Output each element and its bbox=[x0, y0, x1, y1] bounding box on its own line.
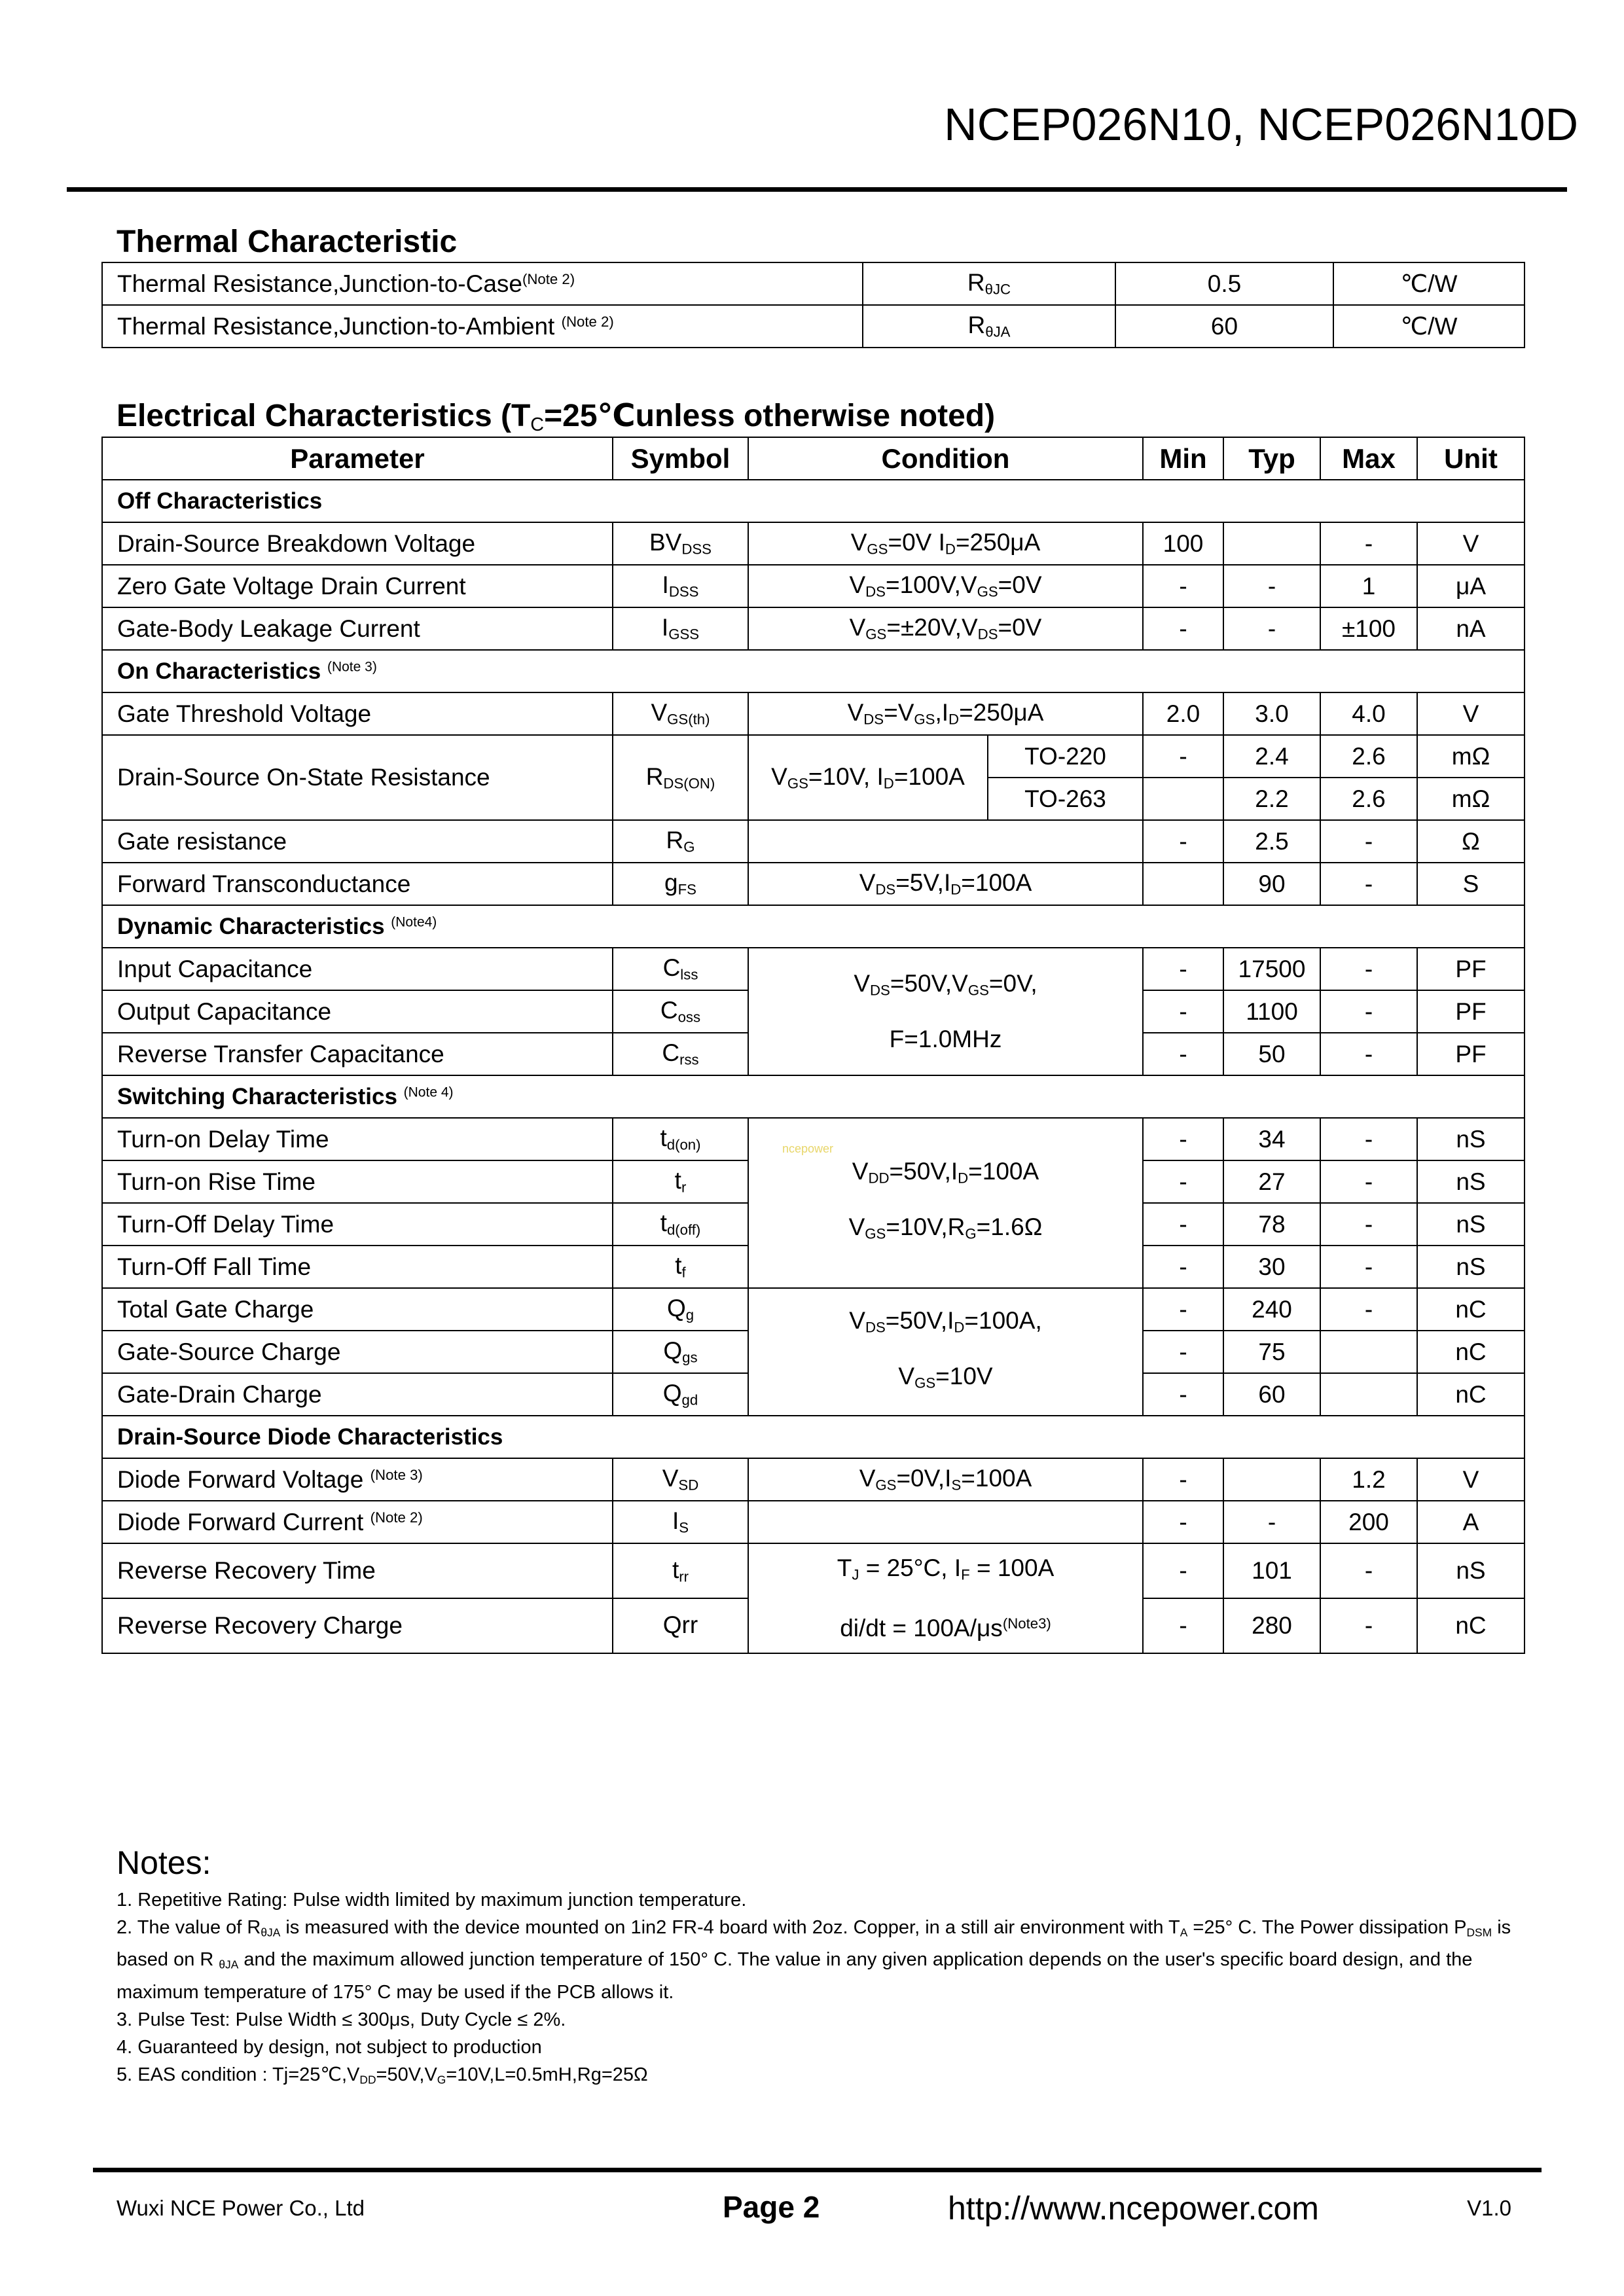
param-cell: Thermal Resistance,Junction-to-Ambient $^{(Note 2)}$ bbox=[102, 305, 863, 348]
typ-cell: 27 bbox=[1223, 1160, 1320, 1203]
note-item: 2. The value of $R_{\theta JA}$ is measured with the device mounted on 1in2 FR-4 board with 2oz. Copper, in a still air environment with $T_A =25^\circ$ C. The Power dissipation $P_{DSM}$ is based on R $_{\theta JA}$ and the maximum allowed junction temperature of 150° C. The value in any given application depends on the user's specific board design, and the maximum temperature of 175° C may be used if the PCB allows it. bbox=[117, 1917, 1511, 2003]
group-label: On Characteristics $^{(Note 3)}$ bbox=[102, 650, 1525, 692]
min-cell: - bbox=[1143, 990, 1223, 1033]
param-cell: Turn-Off Delay Time bbox=[102, 1203, 613, 1246]
param-cell: Gate-Source Charge bbox=[102, 1331, 613, 1373]
symbol-cell: $g_{FS}$ bbox=[613, 863, 748, 905]
unit-cell: S bbox=[1417, 863, 1525, 905]
table-row bbox=[102, 1288, 1525, 1331]
condition-cell: $V_{DS}=V_{GS},I_D=250\mu A$ bbox=[748, 692, 1143, 735]
param-cell: Input Capacitance bbox=[102, 948, 613, 990]
condition-cell: $V_{GS}=0V$ $I_D=250\mu A$ bbox=[748, 522, 1143, 565]
notes-list bbox=[117, 1886, 1517, 2093]
unit-cell: PF bbox=[1417, 948, 1525, 990]
unit-cell: V bbox=[1417, 1458, 1525, 1501]
unit-cell: mΩ bbox=[1417, 735, 1525, 778]
symbol-cell: $R_{DS(ON)}$ bbox=[613, 735, 748, 820]
typ-cell: 90 bbox=[1223, 863, 1320, 905]
unit-cell: nS bbox=[1417, 1160, 1525, 1203]
package-cell: TO-220 bbox=[988, 735, 1143, 778]
col-max: Max bbox=[1320, 437, 1417, 480]
electrical-table bbox=[101, 437, 1525, 1654]
typ-cell: - bbox=[1223, 565, 1320, 607]
unit-cell: nS bbox=[1417, 1543, 1525, 1598]
col-parameter: Parameter bbox=[102, 437, 613, 480]
symbol-cell: $C_{oss}$ bbox=[613, 990, 748, 1033]
min-cell: - bbox=[1143, 1331, 1223, 1373]
param-cell: Turn-on Rise Time bbox=[102, 1160, 613, 1203]
unit-cell: A bbox=[1417, 1501, 1525, 1543]
typ-cell bbox=[1223, 1458, 1320, 1501]
param-cell: Total Gate Charge bbox=[102, 1288, 613, 1331]
table-header-row bbox=[102, 437, 1525, 480]
symbol-cell: $Q_g$ bbox=[613, 1288, 748, 1331]
table-row bbox=[102, 262, 1525, 305]
symbol-cell: $t_r$ bbox=[613, 1160, 748, 1203]
symbol-cell: $I_S$ bbox=[613, 1501, 748, 1543]
symbol-cell: $Q_{gd}$ bbox=[613, 1373, 748, 1416]
condition-cell: $V_{DS}=50V,V_{GS}=0V$, F=1.0MHz bbox=[748, 948, 1143, 1075]
max-cell: - bbox=[1320, 990, 1417, 1033]
condition-cell: $V_{DD}=50V,I_D=100A$ $V_{GS}=10V,R_G=1.6\Omega$ bbox=[748, 1118, 1143, 1288]
unit-cell: V bbox=[1417, 692, 1525, 735]
condition-cell: $V_{GS}=10V$, $I_D=100A$ bbox=[748, 735, 988, 820]
typ-cell: 101 bbox=[1223, 1543, 1320, 1598]
typ-cell: 60 bbox=[1223, 1373, 1320, 1416]
max-cell: - bbox=[1320, 1118, 1417, 1160]
symbol-cell: $R_{\theta JA}$ bbox=[863, 305, 1115, 348]
group-row bbox=[102, 480, 1525, 522]
table-row bbox=[102, 565, 1525, 607]
typ-cell: 17500 bbox=[1223, 948, 1320, 990]
param-cell: Reverse Transfer Capacitance bbox=[102, 1033, 613, 1075]
value-cell: 60 bbox=[1115, 305, 1333, 348]
condition-cell bbox=[748, 1501, 1143, 1543]
symbol-cell: $I_{GSS}$ bbox=[613, 607, 748, 650]
unit-cell: nC bbox=[1417, 1331, 1525, 1373]
table-row bbox=[102, 1543, 1525, 1598]
unit-cell: V bbox=[1417, 522, 1525, 565]
param-cell: Gate-Drain Charge bbox=[102, 1373, 613, 1416]
table-row bbox=[102, 1458, 1525, 1501]
condition-cell: $V_{DS}=5V,I_D=100A$ bbox=[748, 863, 1143, 905]
param-cell: Turn-on Delay Time bbox=[102, 1118, 613, 1160]
min-cell: - bbox=[1143, 1543, 1223, 1598]
thermal-section-title: Thermal Characteristic bbox=[117, 224, 458, 259]
param-cell: Forward Transconductance bbox=[102, 863, 613, 905]
condition-cell bbox=[748, 820, 1143, 863]
unit-cell: nC bbox=[1417, 1288, 1525, 1331]
typ-cell: 75 bbox=[1223, 1331, 1320, 1373]
condition-cell: $V_{GS}=0V,I_S=100A$ bbox=[748, 1458, 1143, 1501]
condition-cell: $V_{DS}=100V,V_{GS}=0V$ bbox=[748, 565, 1143, 607]
unit-cell: nS bbox=[1417, 1246, 1525, 1288]
symbol-cell: $t_{d(off)}$ bbox=[613, 1203, 748, 1246]
symbol-cell: $R_G$ bbox=[613, 820, 748, 863]
typ-cell bbox=[1223, 522, 1320, 565]
table-row bbox=[102, 735, 1525, 778]
footer-company: Wuxi NCE Power Co., Ltd bbox=[117, 2196, 365, 2220]
max-cell: 200 bbox=[1320, 1501, 1417, 1543]
table-row bbox=[102, 305, 1525, 348]
header-rule bbox=[67, 187, 1567, 192]
min-cell: - bbox=[1143, 735, 1223, 778]
group-label: Drain-Source Diode Characteristics bbox=[102, 1416, 1525, 1458]
unit-cell: nC bbox=[1417, 1598, 1525, 1653]
max-cell: - bbox=[1320, 820, 1417, 863]
param-cell: Gate resistance bbox=[102, 820, 613, 863]
unit-cell: nS bbox=[1417, 1203, 1525, 1246]
group-row bbox=[102, 1075, 1525, 1118]
param-cell: Thermal Resistance,Junction-to-Case$^{(Note 2)}$ bbox=[102, 262, 863, 305]
unit-cell: Ω bbox=[1417, 820, 1525, 863]
min-cell: 2.0 bbox=[1143, 692, 1223, 735]
min-cell bbox=[1143, 863, 1223, 905]
symbol-cell: Qrr bbox=[613, 1598, 748, 1653]
table-row bbox=[102, 1501, 1525, 1543]
condition-cell: $V_{DS}=50V,I_D=100A$, $V_{GS}=10V$ bbox=[748, 1288, 1143, 1416]
symbol-cell: $t_{d(on)}$ bbox=[613, 1118, 748, 1160]
unit-cell: nS bbox=[1417, 1118, 1525, 1160]
min-cell: - bbox=[1143, 1118, 1223, 1160]
max-cell: - bbox=[1320, 1160, 1417, 1203]
max-cell bbox=[1320, 1373, 1417, 1416]
typ-cell: 30 bbox=[1223, 1246, 1320, 1288]
unit-cell: mΩ bbox=[1417, 778, 1525, 820]
symbol-cell: $Q_{gs}$ bbox=[613, 1331, 748, 1373]
symbol-cell: $R_{\theta JC}$ bbox=[863, 262, 1115, 305]
min-cell: - bbox=[1143, 1458, 1223, 1501]
note-item: 1. Repetitive Rating: Pulse width limited by maximum junction temperature. bbox=[117, 1890, 747, 1910]
col-symbol: Symbol bbox=[613, 437, 748, 480]
typ-cell: - bbox=[1223, 607, 1320, 650]
table-row bbox=[102, 948, 1525, 990]
min-cell: - bbox=[1143, 1246, 1223, 1288]
watermark-stamp: ncepower bbox=[782, 1142, 834, 1155]
min-cell: - bbox=[1143, 607, 1223, 650]
min-cell: - bbox=[1143, 1598, 1223, 1653]
symbol-cell: $t_f$ bbox=[613, 1246, 748, 1288]
thermal-table bbox=[101, 262, 1525, 348]
group-label: Off Characteristics bbox=[102, 480, 1525, 522]
max-cell: - bbox=[1320, 948, 1417, 990]
col-min: Min bbox=[1143, 437, 1223, 480]
max-cell: - bbox=[1320, 863, 1417, 905]
typ-cell: 240 bbox=[1223, 1288, 1320, 1331]
table-row bbox=[102, 522, 1525, 565]
param-cell: Diode Forward Current $^{(Note 2)}$ bbox=[102, 1501, 613, 1543]
footer-version: V1.0 bbox=[1467, 2196, 1511, 2220]
max-cell: 1.2 bbox=[1320, 1458, 1417, 1501]
col-typ: Typ bbox=[1223, 437, 1320, 480]
max-cell: ±100 bbox=[1320, 607, 1417, 650]
param-cell: Turn-Off Fall Time bbox=[102, 1246, 613, 1288]
typ-cell: 2.4 bbox=[1223, 735, 1320, 778]
max-cell: - bbox=[1320, 1598, 1417, 1653]
min-cell: - bbox=[1143, 1203, 1223, 1246]
symbol-cell: $V_{GS(th)}$ bbox=[613, 692, 748, 735]
max-cell: 1 bbox=[1320, 565, 1417, 607]
table-row bbox=[102, 607, 1525, 650]
param-cell: Output Capacitance bbox=[102, 990, 613, 1033]
min-cell: - bbox=[1143, 1033, 1223, 1075]
col-unit: Unit bbox=[1417, 437, 1525, 480]
unit-cell: nA bbox=[1417, 607, 1525, 650]
symbol-cell: $C_{rss}$ bbox=[613, 1033, 748, 1075]
typ-cell: - bbox=[1223, 1501, 1320, 1543]
electrical-section-title: Electrical Characteristics ($T_C=25℃unless$ otherwise noted) bbox=[117, 399, 996, 436]
symbol-cell: $C_{lss}$ bbox=[613, 948, 748, 990]
unit-cell: ℃/W bbox=[1333, 262, 1525, 305]
group-row bbox=[102, 905, 1525, 948]
symbol-cell: $V_{SD}$ bbox=[613, 1458, 748, 1501]
typ-cell: 1100 bbox=[1223, 990, 1320, 1033]
note-item: 4. Guaranteed by design, not subject to production bbox=[117, 2036, 542, 2058]
unit-cell: PF bbox=[1417, 990, 1525, 1033]
max-cell: 2.6 bbox=[1320, 735, 1417, 778]
min-cell: - bbox=[1143, 948, 1223, 990]
param-cell: Drain-Source On-State Resistance bbox=[102, 735, 613, 820]
condition-cell: $V_{GS}=\pm 20V,V_{DS}=0V$ bbox=[748, 607, 1143, 650]
unit-cell: nC bbox=[1417, 1373, 1525, 1416]
max-cell: 2.6 bbox=[1320, 778, 1417, 820]
param-cell: Drain-Source Breakdown Voltage bbox=[102, 522, 613, 565]
param-cell: Diode Forward Voltage $^{(Note 3)}$ bbox=[102, 1458, 613, 1501]
group-row bbox=[102, 1416, 1525, 1458]
min-cell: - bbox=[1143, 1373, 1223, 1416]
group-label: Dynamic Characteristics $^{(Note4)}$ bbox=[102, 905, 1525, 948]
typ-cell: 2.5 bbox=[1223, 820, 1320, 863]
col-condition: Condition bbox=[748, 437, 1143, 480]
typ-cell: 34 bbox=[1223, 1118, 1320, 1160]
min-cell: - bbox=[1143, 1501, 1223, 1543]
min-cell: 100 bbox=[1143, 522, 1223, 565]
max-cell: - bbox=[1320, 1203, 1417, 1246]
notes-title: Notes: bbox=[117, 1844, 211, 1881]
max-cell: - bbox=[1320, 1246, 1417, 1288]
note-item: 3. Pulse Test: Pulse Width ≤ 300μs, Duty Cycle ≤ 2%. bbox=[117, 2009, 566, 2030]
param-cell: Zero Gate Voltage Drain Current bbox=[102, 565, 613, 607]
value-cell: 0.5 bbox=[1115, 262, 1333, 305]
package-cell: TO-263 bbox=[988, 778, 1143, 820]
table-row bbox=[102, 863, 1525, 905]
max-cell: - bbox=[1320, 1033, 1417, 1075]
note-item: 5. EAS condition : $Tj=25℃,V_{DD}=50V,V_G=10V,L=0.5mH,Rg=25\Omega$ bbox=[117, 2064, 648, 2087]
max-cell: - bbox=[1320, 1288, 1417, 1331]
max-cell bbox=[1320, 1331, 1417, 1373]
typ-cell: 2.2 bbox=[1223, 778, 1320, 820]
max-cell: 4.0 bbox=[1320, 692, 1417, 735]
footer-rule bbox=[93, 2168, 1542, 2172]
typ-cell: 280 bbox=[1223, 1598, 1320, 1653]
symbol-cell: $t_{rr}$ bbox=[613, 1543, 748, 1598]
condition-cell: $T_J = 25^\circ C$, $I_F = 100A$ $di/dt = 100A/\mu s^{(Note3)}$ bbox=[748, 1543, 1143, 1653]
typ-cell: 78 bbox=[1223, 1203, 1320, 1246]
param-cell: Gate Threshold Voltage bbox=[102, 692, 613, 735]
min-cell: - bbox=[1143, 1160, 1223, 1203]
typ-cell: 3.0 bbox=[1223, 692, 1320, 735]
min-cell: - bbox=[1143, 565, 1223, 607]
param-cell: Reverse Recovery Time bbox=[102, 1543, 613, 1598]
unit-cell: ℃/W bbox=[1333, 305, 1525, 348]
param-cell: Reverse Recovery Charge bbox=[102, 1598, 613, 1653]
table-row bbox=[102, 820, 1525, 863]
table-row bbox=[102, 692, 1525, 735]
unit-cell: PF bbox=[1417, 1033, 1525, 1075]
unit-cell: μA bbox=[1417, 565, 1525, 607]
max-cell: - bbox=[1320, 1543, 1417, 1598]
param-cell: Gate-Body Leakage Current bbox=[102, 607, 613, 650]
group-label: Switching Characteristics $^{(Note 4)}$ bbox=[102, 1075, 1525, 1118]
min-cell bbox=[1143, 778, 1223, 820]
max-cell: - bbox=[1320, 522, 1417, 565]
symbol-cell: $BV_{DSS}$ bbox=[613, 522, 748, 565]
min-cell: - bbox=[1143, 820, 1223, 863]
footer-url-link[interactable]: http://www.ncepower.com bbox=[948, 2190, 1319, 2227]
typ-cell: 50 bbox=[1223, 1033, 1320, 1075]
group-row bbox=[102, 650, 1525, 692]
symbol-cell: $I_{DSS}$ bbox=[613, 565, 748, 607]
footer-page-number: Page 2 bbox=[723, 2190, 820, 2224]
min-cell: - bbox=[1143, 1288, 1223, 1331]
document-title: NCEP026N10, NCEP026N10D bbox=[944, 99, 1578, 150]
